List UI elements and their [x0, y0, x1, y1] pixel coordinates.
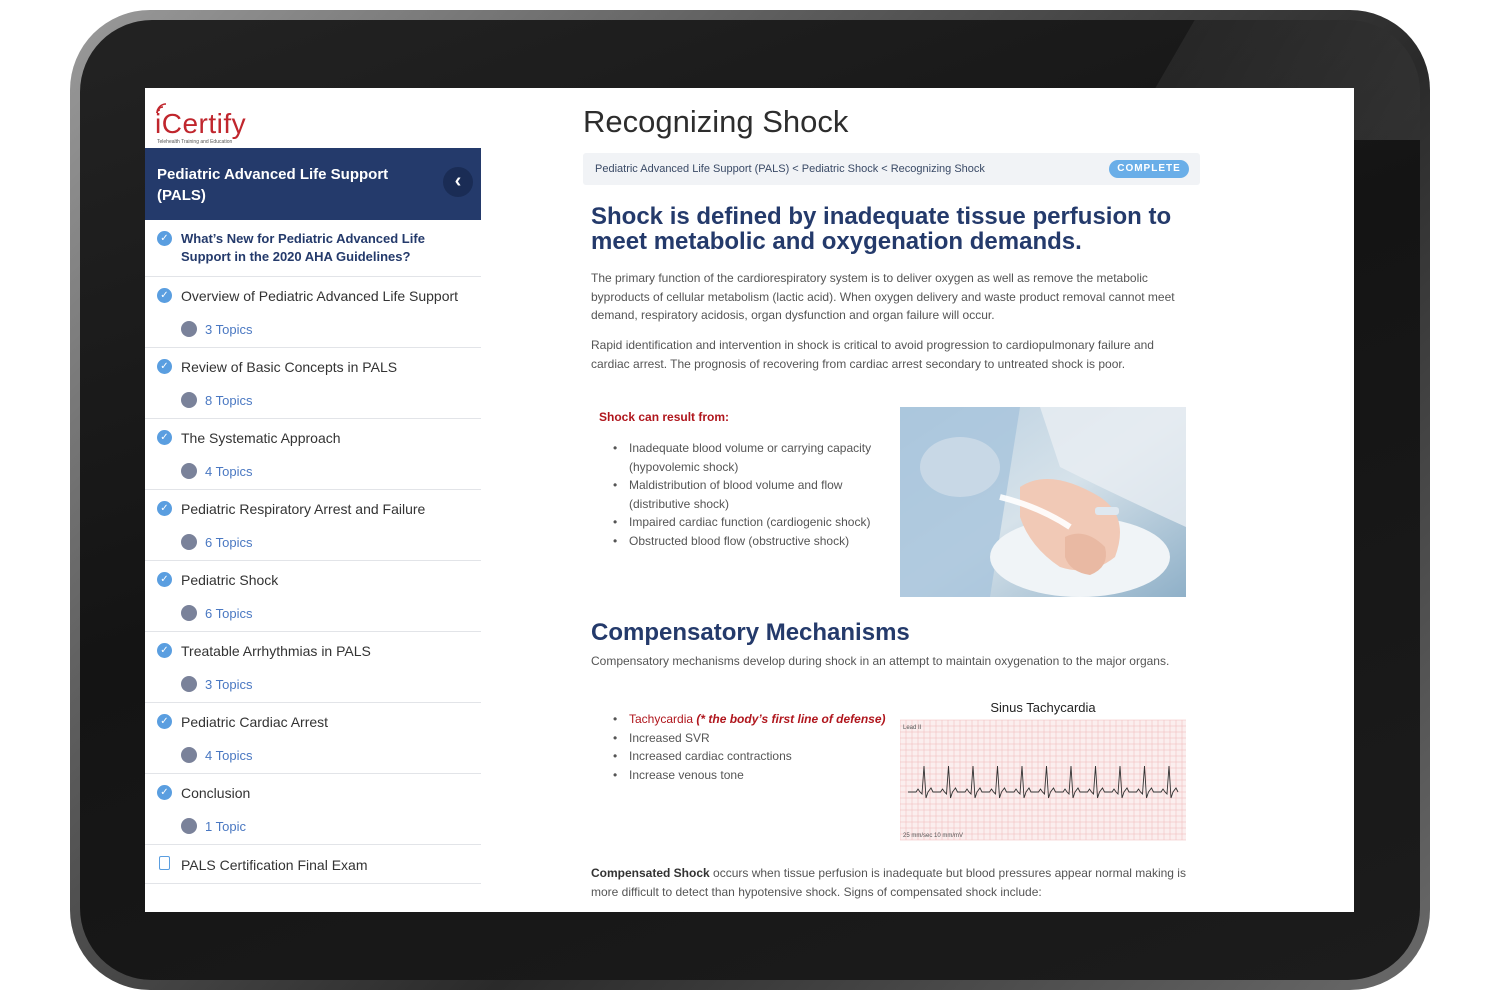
chevron-left-icon: ‹ [454, 170, 462, 192]
ecg-lead-label: Lead II [903, 725, 922, 731]
topics-label: 4 Topics [205, 463, 253, 479]
section-heading: Compensatory Mechanisms [591, 619, 910, 646]
list-item [611, 710, 901, 729]
list-item: • Obstructed blood flow (obstructive shock) [611, 532, 881, 551]
lesson-item[interactable] [145, 632, 481, 703]
topics-label: 1 Topic [205, 818, 246, 834]
lesson-title: What’s New for Pediatric Advanced Life Support in the 2020 AHA Guidelines? [181, 231, 425, 264]
circle-icon [181, 463, 197, 479]
lesson-item[interactable] [145, 220, 481, 277]
topics-count[interactable] [145, 376, 481, 418]
list-item: • Increased SVR [611, 729, 901, 748]
topics-count[interactable] [145, 731, 481, 773]
lesson-title: Treatable Arrhythmias in PALS [181, 643, 371, 659]
section-heading: Shock is defined by inadequate tissue perfusion to meet metabolic and oxygenation demands. [591, 203, 1172, 255]
circle-icon [181, 818, 197, 834]
topics-count[interactable] [145, 589, 481, 631]
logo-text: iCertify [155, 108, 247, 139]
list-item: • Inadequate blood volume or carrying capacity (hypovolemic shock) [611, 439, 881, 476]
breadcrumb[interactable]: Pediatric Advanced Life Support (PALS) < Pediatric Shock < Recognizing Shock [595, 163, 985, 175]
compensated-shock-paragraph [591, 864, 1191, 901]
screen [145, 88, 1354, 912]
causes-list [611, 439, 881, 550]
compensated-shock-term: Compensated Shock [591, 866, 710, 880]
lesson-title: Review of Basic Concepts in PALS [181, 359, 398, 375]
circle-icon [181, 534, 197, 550]
topics-count[interactable] [145, 660, 481, 702]
lesson-item[interactable] [145, 561, 481, 632]
sidebar [145, 88, 481, 912]
list-item: • Maldistribution of blood volume and flow (distributive shock) [611, 476, 881, 513]
lesson-list [145, 220, 481, 884]
ecg-scale-label: 25 mm/sec 10 mm/mV [903, 833, 964, 839]
lesson-item[interactable] [145, 490, 481, 561]
paragraph: Rapid identification and intervention in shock is critical to avoid progression to cardiopulmonary failure and cardiac arrest. The prognosis of recovering from cardiac arrest secondary to untreated shock is poor. [591, 338, 1154, 371]
check-circle-icon: ✓ [157, 785, 172, 800]
check-circle-icon: ✓ [157, 714, 172, 729]
lesson-item[interactable] [145, 703, 481, 774]
lesson-title: Conclusion [181, 785, 251, 801]
topics-count[interactable] [145, 518, 481, 560]
page-title: Recognizing Shock [583, 104, 849, 139]
list-item: • Increase venous tone [611, 766, 901, 785]
lesson-title: Pediatric Cardiac Arrest [181, 714, 329, 730]
document-icon [159, 856, 170, 870]
lesson-title: PALS Certification Final Exam [181, 857, 368, 873]
mechanisms-list [611, 710, 901, 784]
lesson-title: Overview of Pediatric Advanced Life Support [181, 288, 459, 304]
main-content [583, 88, 1354, 912]
patient-photo [900, 407, 1186, 597]
circle-icon [181, 676, 197, 692]
circle-icon [181, 392, 197, 408]
ecg-title: Sinus Tachycardia [990, 700, 1096, 715]
breadcrumb-bar [583, 153, 1200, 185]
check-circle-icon: ✓ [157, 643, 172, 658]
topics-label: 4 Topics [205, 747, 253, 763]
logo-tagline: Telehealth Training and Education [157, 139, 233, 145]
paragraph: The primary function of the cardiorespiratory system is to deliver oxygen as well as remove the metabolic byproducts of cellular metabolism (lactic acid). When oxygen delivery and waste product removal cannot meet demand, respiratory acidosis, organ dysfunction and organ failure will occur. [591, 271, 1175, 322]
topics-label: 6 Topics [205, 605, 253, 621]
check-circle-icon: ✓ [157, 430, 172, 445]
list-item: • Increased cardiac contractions [611, 747, 901, 766]
list-item: • Impaired cardiac function (cardiogenic shock) [611, 513, 881, 532]
check-circle-icon: ✓ [157, 288, 172, 303]
check-circle-icon: ✓ [157, 359, 172, 374]
lesson-item[interactable] [145, 348, 481, 419]
ecg-strip-image [900, 696, 1186, 842]
check-circle-icon: ✓ [157, 231, 172, 246]
tachycardia-text: Tachycardia [629, 712, 694, 726]
check-circle-icon: ✓ [157, 501, 172, 516]
logo[interactable] [155, 102, 355, 148]
topics-count[interactable] [145, 447, 481, 489]
topics-label: 3 Topics [205, 321, 253, 337]
circle-icon [181, 747, 197, 763]
circle-icon [181, 321, 197, 337]
topics-label: 8 Topics [205, 392, 253, 408]
course-title: Pediatric Advanced Life Support (PALS) [157, 166, 389, 204]
check-circle-icon: ✓ [157, 572, 172, 587]
compensated-shock-text: occurs when tissue perfusion is inadequate but blood pressures appear normal making is more difficult to detect than hypotensive shock. Signs of compensated shock include: [591, 866, 1186, 899]
causes-label: Shock can result from: [599, 410, 730, 424]
lesson-title: Pediatric Respiratory Arrest and Failure [181, 501, 426, 517]
topics-label: 6 Topics [205, 534, 253, 550]
circle-icon [181, 605, 197, 621]
lesson-item[interactable] [145, 277, 481, 348]
lesson-item[interactable] [145, 419, 481, 490]
topics-count[interactable] [145, 305, 481, 347]
paragraph: Compensatory mechanisms develop during shock in an attempt to maintain oxygenation to the major organs. [591, 654, 1170, 668]
topics-count[interactable] [145, 802, 481, 844]
lesson-title: The Systematic Approach [181, 430, 341, 446]
collapse-sidebar-button[interactable] [443, 167, 473, 197]
topics-label: 3 Topics [205, 676, 253, 692]
course-header [145, 148, 481, 220]
lesson-title: Pediatric Shock [181, 572, 279, 588]
lesson-item-final-exam[interactable] [145, 845, 481, 884]
lesson-item[interactable] [145, 774, 481, 845]
first-line-note: (* the body’s first line of defense) [696, 712, 886, 726]
status-badge: COMPLETE [1109, 160, 1189, 178]
